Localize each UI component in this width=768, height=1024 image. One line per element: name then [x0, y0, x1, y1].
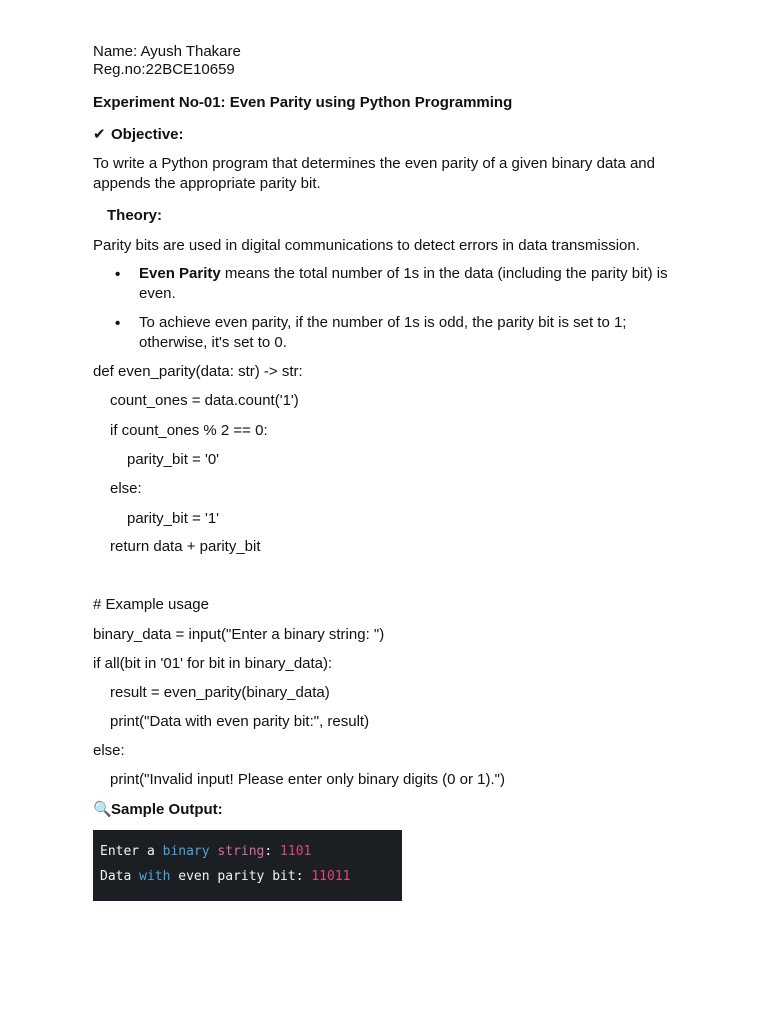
keyword-binary: binary — [162, 844, 210, 859]
code-line: # Example usage — [93, 596, 209, 613]
code-line: count_ones = data.count('1') — [110, 392, 299, 409]
bullet-text: To achieve even parity, if the number of 1s is odd, the parity bit is set to 1; otherwise, it's set to 0. — [139, 314, 627, 351]
output-value: 11011 — [311, 869, 351, 884]
objective-heading: ✔ Objective: — [93, 126, 184, 143]
code-line: result = even_parity(binary_data) — [110, 684, 330, 701]
terminal-line-input: Enter a binary string: 1101 — [100, 844, 312, 859]
objective-text: To write a Python program that determines the even parity of a given binary data and appends the appropriate parity bit. — [93, 155, 655, 192]
theory-heading: Theory: — [107, 207, 163, 224]
bullet-icon: • — [115, 266, 121, 283]
code-line: if all(bit in '01' for bit in binary_data): — [93, 655, 333, 672]
keyword-string: string — [217, 844, 265, 859]
magnifying-glass-icon: 🔍 — [93, 801, 112, 818]
student-name: Name: Ayush Thakare — [93, 43, 241, 60]
code-line: return data + parity_bit — [110, 538, 261, 555]
code-line: print("Invalid input! Please enter only binary digits (0 or 1).") — [110, 771, 506, 788]
terminal-line-result: Data with even parity bit: 11011 — [100, 869, 351, 884]
code-line: parity_bit = '1' — [127, 510, 220, 527]
terminal-output-box — [93, 830, 402, 901]
keyword-with: with — [139, 869, 171, 884]
bullet-text: means the total number of 1s in the data (including the parity bit) is even. — [139, 265, 668, 302]
experiment-title: Experiment No-01: Even Parity using Python Programming — [93, 94, 513, 111]
code-line: else: — [93, 742, 125, 759]
code-line: if count_ones % 2 == 0: — [110, 422, 268, 439]
sample-output-heading: 🔍Sample Output: — [93, 801, 223, 818]
bullet-icon: • — [115, 315, 121, 332]
code-line: def even_parity(data: str) -> str: — [93, 363, 303, 380]
check-mark-icon: ✔ — [93, 126, 106, 143]
registration-number: Reg.no:22BCE10659 — [93, 61, 235, 78]
input-value: 1101 — [280, 844, 312, 859]
code-line: binary_data = input("Enter a binary string: ") — [93, 626, 385, 643]
code-line: print("Data with even parity bit:", result) — [110, 713, 370, 730]
code-line: parity_bit = '0' — [127, 451, 220, 468]
theory-intro: Parity bits are used in digital communications to detect errors in data transmission. — [93, 237, 640, 254]
code-line: else: — [110, 480, 142, 497]
bullet-bold-term: Even Parity — [139, 265, 221, 282]
